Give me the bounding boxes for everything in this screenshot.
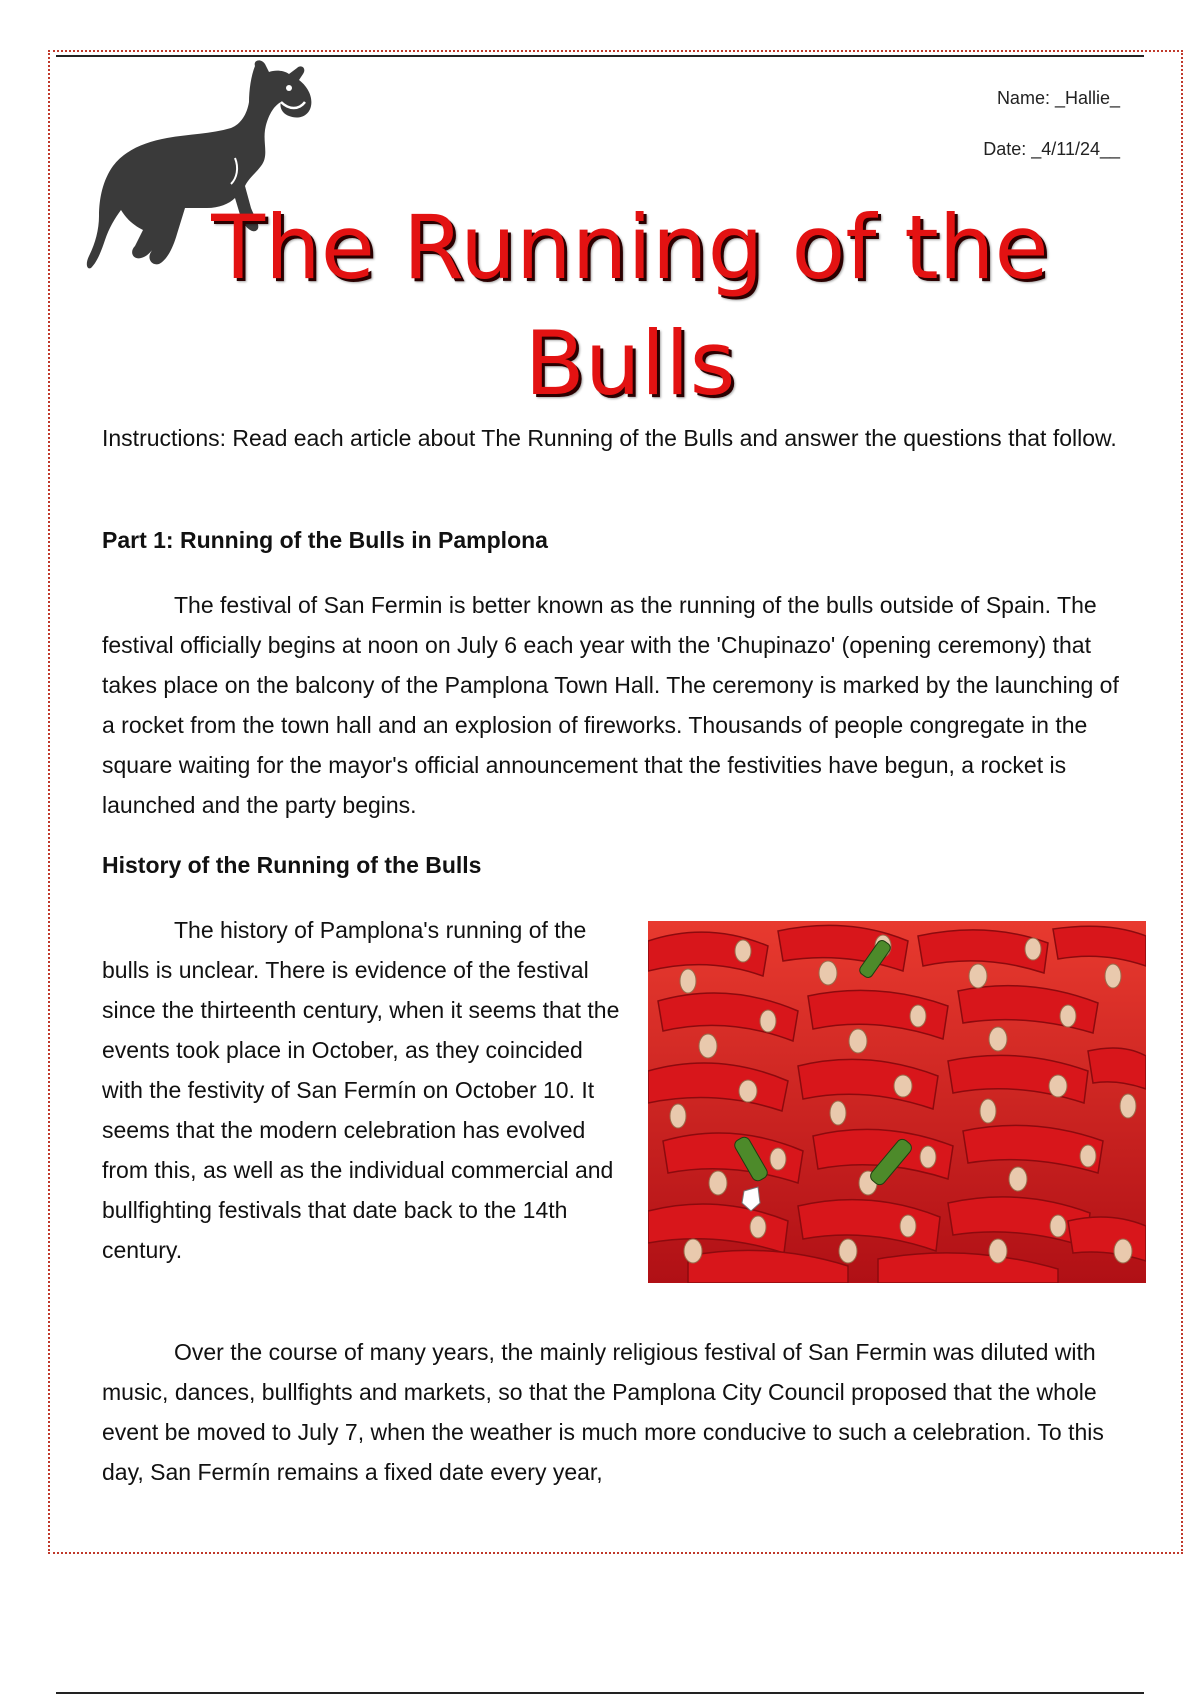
worksheet-date: Date: _4/11/24__ (983, 139, 1120, 159)
instructions-text: Instructions: Read each article about The Running of the Bulls and answer the questions that follow. (102, 425, 1117, 451)
part1-paragraph: The festival of San Fermin is better known as the running of the bulls outside of Spain. The festival officially begins at noon on July 6 each year with the 'Chupinazo' (opening ceremony) that takes place on the balcony of the Pamplona Town Hall. The ceremony is marked by the launching of a rocket from the town hall and an explosion of fireworks. Thousands of people congregate in the square waiting for the mayor's official announcement that the festivities have begun, a rocket is launched and the party begins. (102, 592, 1119, 818)
footer-rule (56, 1692, 1144, 1694)
history-paragraph: The history of Pamplona's running of the bulls is unclear. There is evidence of the festival since the thirteenth century, when it seems that the events took place in October, as they coincided with the festivity of San Fermín on October 10. It seems that the modern celebration has evolved from this, as well as the individual commercial and bullfighting festivals that date back to the 14th century. (102, 917, 620, 1263)
part1-heading: Part 1: Running of the Bulls in Pamplona (102, 527, 548, 553)
header-rule (56, 55, 1144, 57)
student-name: Name: _Hallie_ (996, 88, 1120, 108)
title-line-1: The Running of the (211, 196, 1049, 299)
festival-crowd-photo (648, 921, 1146, 1283)
history-paragraph-2: Over the course of many years, the mainly religious festival of San Fermin was diluted with music, dances, bullfights and markets, so that the Pamplona City Council proposed that the whole event be moved to July 7, when the weather is much more conducive to such a celebration. To this day, San Fermín remains a fixed date every year, (102, 1339, 1104, 1485)
title-line-2: Bulls (524, 312, 736, 415)
history-heading: History of the Running of the Bulls (102, 852, 482, 878)
page-title (60, 190, 1200, 422)
